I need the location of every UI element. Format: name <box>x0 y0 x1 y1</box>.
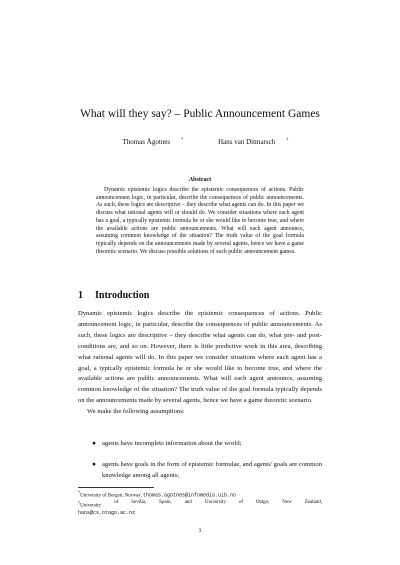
footnote-2-word: Zealand, <box>304 499 322 505</box>
footnote-2-word: of <box>114 499 119 505</box>
author-1 <box>111 138 183 146</box>
section-heading <box>78 290 149 301</box>
bullet-item <box>92 460 322 482</box>
author-list <box>0 137 400 146</box>
footnote-1 <box>78 490 322 500</box>
footnote-1-mark: * <box>78 490 81 495</box>
footnote-2-word-0 <box>78 500 101 510</box>
bullet-text: agents have goals in the form of epistemic formulae, and agents' goals are common knowledge among all agents; <box>102 461 322 479</box>
footnote-2-word: Spain, <box>159 499 172 505</box>
footnote-2-email: hans@cs.otago.ac.nz <box>78 509 136 516</box>
footnote-divider <box>78 487 154 488</box>
bullet-item <box>92 439 322 450</box>
footnote-2-word: New <box>282 499 292 505</box>
section-title: Introduction <box>95 290 150 301</box>
intro-paragraph-2: We make the following assumptions: <box>87 408 185 416</box>
abstract-heading: Abstract <box>188 177 212 183</box>
footnote-2-word: University <box>80 503 102 509</box>
intro-paragraph-1: Dynamic epistemic logics describe the epistemic consequences of actions. Public announcement logic, in particular, describe the consequences of public announcements. As such, these logics are descriptive – they describe what agents can do, what pre- and post- conditions are, and so on. However, there is little predictive work in this area, describing what rational agents will do. In this paper we consider situations where each agent has a goal, a typically epistemic formula he or she would like to become true, and where the available actions are public announcements. What will each agent announce, assuming common knowledge of the situation? The truth value of the goal formula typically depends on the announcements made by several agents, hence we have a game theoretic scenario. <box>78 310 322 405</box>
bullet-icon: ● <box>92 461 96 468</box>
paper-title: What will they say? – Public Announcement Games <box>80 108 320 120</box>
author-1-mark: * <box>181 137 184 142</box>
footnote-1-email: thomas.agotnes@infomedia.uib.no <box>142 492 236 499</box>
bullet-text: agents have incomplete information about the world; <box>102 440 242 447</box>
author-2-name: Hans van Ditmarsch <box>218 138 276 147</box>
abstract-text: Dynamic epistemic logics describe the epistemic consequences of actions. Public announcement logic, in particular, describe the consequences of public announcements. As such, these logics are descriptive – they describe what agents can do. In this paper we discuss what rational agents will or should do. We consider situations where each agent has a goal, a typically epistemic formula he or she would like to become true, and where the available actions are public announcements. What will each agent announce, assuming common knowledge of the situation? The truth value of the goal formula typically depends on the announcements made by several agents, hence we have a game theoretic scenario. We discuss possible solutions of such public announcement games. <box>96 187 304 255</box>
footnotes <box>78 490 322 516</box>
footnote-2-word: Sevilla, <box>131 499 147 505</box>
intro-body <box>78 309 322 418</box>
author-2-mark: † <box>286 137 289 142</box>
author-1-name: Thomas Ågotnes <box>122 138 171 147</box>
page-number: 1 <box>198 527 202 534</box>
bullet-icon: ● <box>92 440 96 447</box>
footnote-2 <box>78 500 322 510</box>
footnote-2-mark: † <box>78 499 81 505</box>
footnote-2-word: of <box>238 499 243 505</box>
section-number: 1 <box>78 290 83 301</box>
footnote-1-text: University of Bergen, Norway, <box>80 493 143 499</box>
author-2 <box>207 138 288 146</box>
footnote-2-word: and <box>184 499 192 505</box>
footnote-2-word: Otago, <box>255 499 270 505</box>
footnote-2-word: University <box>204 499 226 505</box>
